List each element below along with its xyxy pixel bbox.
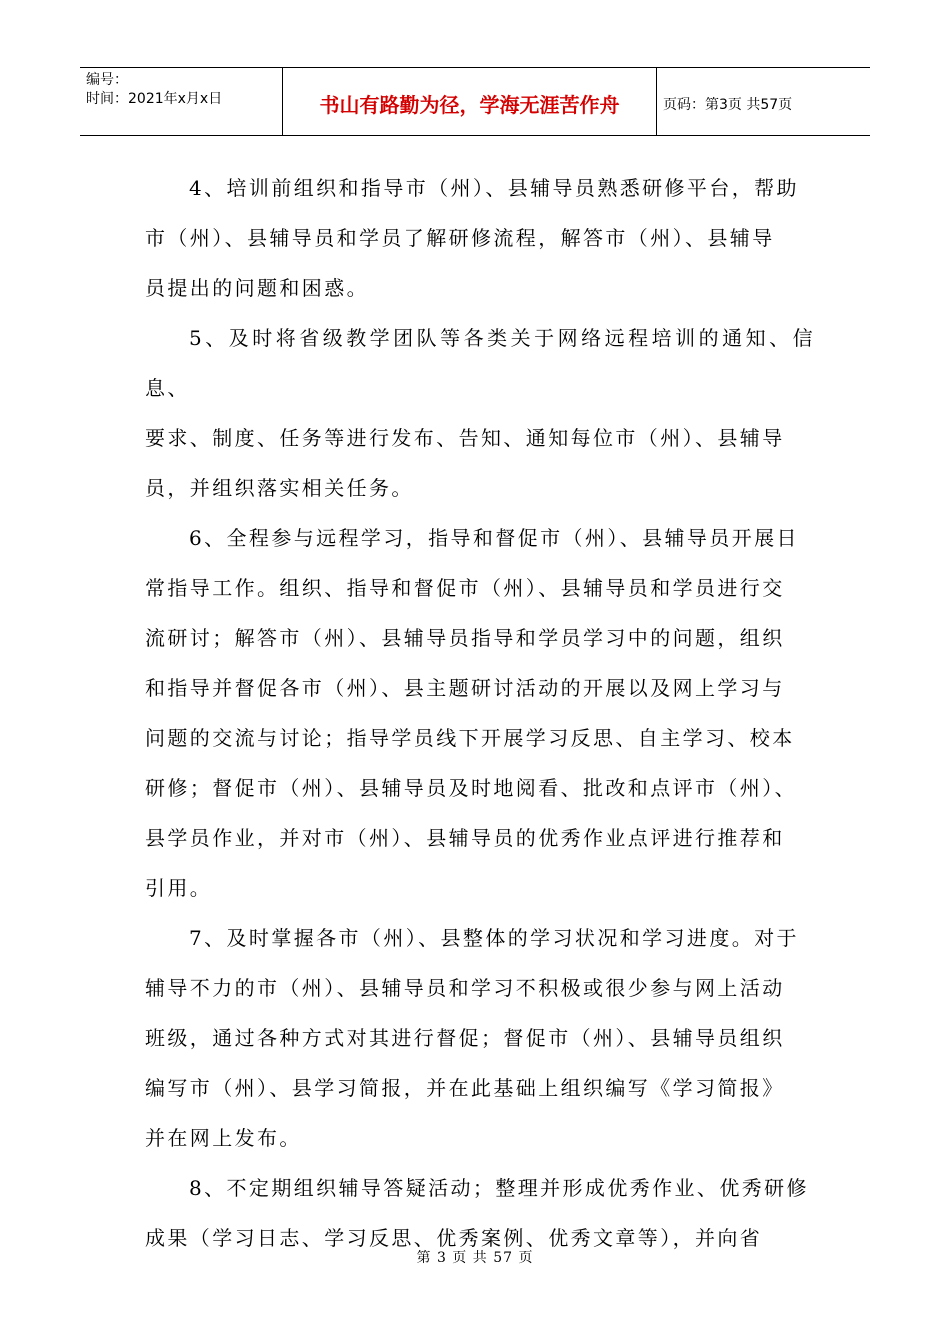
paragraph-8: 8、不定期组织辅导答疑活动；整理并形成优秀作业、优秀研修 成果（学习日志、学习反思、优秀案例、优秀文章等），并向省 xyxy=(145,1176,809,1250)
header-motto: 书山有路勤为径，学海无涯苦作舟 xyxy=(283,68,657,135)
paragraph-7: 7、及时掌握各市（州）、县整体的学习状况和学习进度。对于 辅导不力的市（州）、县辅导员和学习不积极或很少参与网上活动 班级，通过各种方式对其进行督促；督促市（州）、县辅导员组织 编写市（州）、县学习简报，并在此基础上组织编写《学习简报》 并在网上发布。 xyxy=(145,926,799,1150)
page-footer: 第 3 页 共 57 页 xyxy=(416,1250,534,1266)
document-number: 编号： xyxy=(86,72,128,88)
header-meta xyxy=(80,68,283,135)
page-header xyxy=(80,67,870,136)
paragraph-5: 5、及时将省级教学团队等各类关于网络远程培训的通知、信息、 要求、制度、任务等进行发布、告知、通知每位市（州）、县辅导 员，并组织落实相关任务。 xyxy=(145,326,815,500)
document-body xyxy=(145,163,815,1263)
document-date: 时间：2021年x月x日 xyxy=(86,91,223,107)
paragraph-4: 4、培训前组织和指导市（州）、县辅导员熟悉研修平台，帮助 市（州）、县辅导员和学员了解研修流程，解答市（州）、县辅导 员提出的问题和困惑。 xyxy=(145,176,799,300)
header-page-number: 页码：第3页 共57页 xyxy=(663,96,793,113)
paragraph-6: 6、全程参与远程学习，指导和督促市（州）、县辅导员开展日 常指导工作。组织、指导和督促市（州）、县辅导员和学员进行交 流研讨；解答市（州）、县辅导员指导和学员学习中的问题，组织 和指导并督促各市（州）、县主题研讨活动的开展以及网上学习与 问题的交流与讨论；指导学员线下开展学习反思、自主学习、校本 研修；督促市（州）、县辅导员及时地阅看、批改和点评市（州）、 县学员作业，并对市（州）、县辅导员的优秀作业点评进行推荐和 引用。 xyxy=(145,526,799,900)
